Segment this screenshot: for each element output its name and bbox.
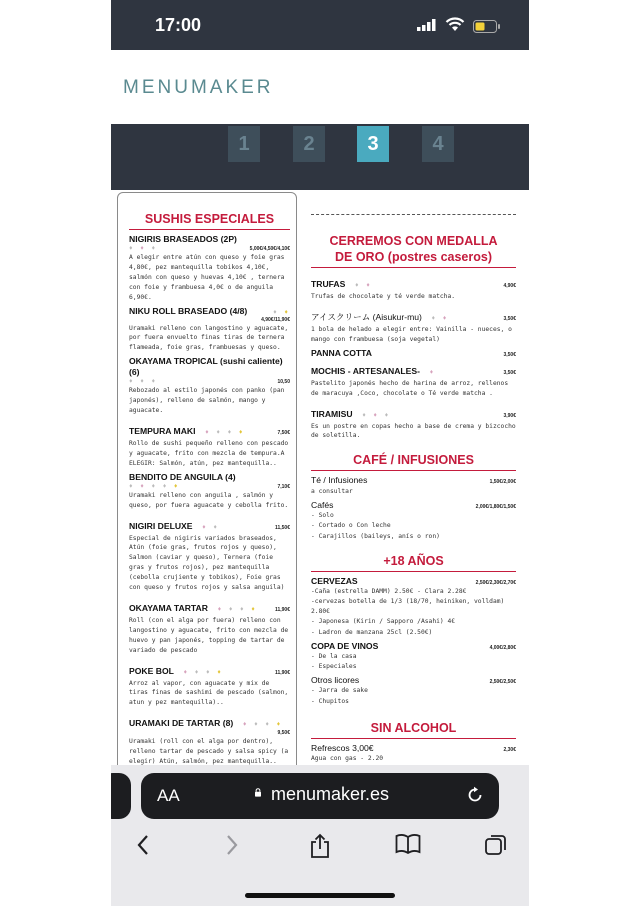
menu-item (129, 234, 290, 303)
item-price: 5,00€/4,50€/4,10€ (249, 246, 290, 252)
item-name: URAMAKI DE TARTAR (8) (129, 718, 234, 729)
item-description: -cervezas botella de 1/3 (18/70, heiniken, volldam) 2.80€ (311, 597, 505, 615)
allergen-icons: ♦ ♦ (202, 523, 220, 531)
section-title-cafe: CAFÉ / INFUSIONES (353, 453, 474, 468)
home-indicator[interactable] (245, 893, 395, 898)
item-name: BENDITO DE ANGUILA (4) (129, 471, 236, 482)
battery-icon (473, 20, 501, 33)
tabs-icon[interactable] (484, 833, 508, 857)
menu-item (311, 272, 516, 302)
item-price: 3,50€ (503, 351, 516, 358)
text-size-button[interactable]: AA (157, 786, 180, 805)
item-price: 10,50 (277, 379, 290, 386)
item-description: A elegir entre atún con queso y foie gras 4,80€, pez mantequilla tobikos 4,10€, salmón con queso y huevas 4,10€ , ternera con foie y frambuesa 4,0€ o de anguila 6,90€. (129, 254, 285, 301)
item-name: POKE BOL (129, 665, 174, 676)
item-price: 9,50€ (277, 730, 290, 737)
item-description: 1 bola de helado a elegir entre: Vainilla - nueces, o mango con frambuesa (soja vegetal) (311, 325, 512, 343)
item-description: - Jarra de sake (311, 687, 368, 695)
allergen-icons: ♦ ♦ ♦ (129, 245, 158, 252)
item-description: Uramaki relleno con langostino y aguacate, por fuera envuelto finas tiras de ternera flameada, foie gras, frambuesas y queso. (129, 324, 289, 352)
item-description: - Japonesa (Kirin / Sapporo /Asahi) 4€ (311, 617, 456, 625)
previous-tab-peek[interactable] (111, 773, 131, 819)
item-price: 4,90€ (503, 283, 516, 289)
item-description: - Carajillos (baileys, anís o ron) (311, 533, 440, 541)
item-description: - Cortado o Con leche (311, 522, 391, 530)
phone-screen (111, 0, 529, 906)
drinks-desserts-column (311, 214, 516, 778)
browser-toolbar (111, 765, 529, 906)
item-name: CERVEZAS (311, 575, 358, 586)
section-divider (129, 229, 290, 230)
item-name: TIRAMISU (311, 408, 353, 419)
item-price: 7,50€ (277, 429, 290, 436)
item-description: Uramaki (roll con el alga por dentro), relleno tartar de pescado y salsa spicy (a elegir) Atún, salmón, pez mantequilla.. (129, 738, 289, 766)
allergen-icons: ♦ ♦ ♦ ♦ ♦ (129, 482, 180, 490)
item-price: 1,50€/2,00€ (489, 479, 516, 486)
page-2-button[interactable]: 2 (293, 126, 325, 162)
allergen-icons: ♦ (429, 368, 436, 376)
item-name: OKAYAMA TARTAR (129, 602, 208, 613)
item-price: 11,90€ (274, 606, 290, 613)
item-price: 3,50€ (503, 369, 516, 376)
page-selector (111, 124, 529, 190)
section-title-18: +18 AÑOS (383, 553, 444, 568)
item-price: 2,50€/2,50€ (489, 679, 516, 686)
item-description: Pastelito japonés hecho de harina de arroz, rellenos de maracuya ,Coco, chocolate o Té verde matcha . (311, 379, 509, 397)
allergen-icons: ♦ ♦ ♦ (362, 411, 391, 419)
item-name: OKAYAMA TROPICAL (sushi caliente) (6) (129, 356, 283, 378)
page-3-button[interactable]: 3 (357, 126, 389, 162)
item-description: Rebozado al estilo japonés con panko (pan japonés), relleno de salmón, mango y aguacate. (129, 387, 285, 415)
item-price: 3,50€ (503, 315, 516, 322)
section-title-sushis: SUSHIS ESPECIALES (144, 212, 275, 226)
sushis-especiales-column (117, 192, 297, 772)
menu-item (129, 596, 290, 656)
item-price: 2,30€ (503, 747, 516, 754)
chevron-left-icon[interactable] (135, 833, 151, 857)
site-header (111, 50, 529, 124)
cellular-signal-icon (417, 19, 437, 31)
section-divider (311, 738, 516, 739)
section-title-postres-1: CERREMOS CON MEDALLA (329, 234, 498, 248)
menu-item (311, 305, 516, 345)
status-bar (111, 0, 529, 50)
allergen-icons: ♦ ♦ ♦ ♦ (242, 721, 283, 729)
status-time: 17:00 (155, 15, 202, 35)
item-name: Refrescos 3,00€ (311, 743, 374, 754)
page-4-button[interactable]: 4 (422, 126, 454, 162)
menumaker-logo[interactable]: MENUMAKER (123, 77, 274, 98)
section-divider (311, 470, 516, 471)
item-name: TEMPURA MAKI (129, 425, 196, 436)
lock-icon (253, 788, 263, 797)
menu-item (129, 711, 290, 767)
item-description: - De la casa (311, 652, 357, 660)
menu-item (129, 514, 290, 593)
item-name: TRUFAS (311, 279, 346, 289)
menu-item (129, 306, 290, 354)
item-description: Trufas de chocolate y té verde matcha. (311, 293, 456, 300)
item-name: Cafés (311, 500, 334, 511)
reload-icon[interactable] (465, 785, 485, 805)
section-title-postres-2: DE ORO (postres caseros) (335, 250, 492, 264)
menu-item (311, 359, 516, 399)
menu-item (129, 419, 290, 469)
item-description: Especial de nigiris variados braseados, Atún (foie gras, frutos rojos y queso), Salmon (caviar y queso), Ternera (foie gras y frutos rojos), pez mantequilla (cebolla crujiente y tobikos), Foie gras con queso y frutos rojos y salsa anguila) (129, 534, 285, 592)
menu-item (129, 356, 290, 416)
item-price: 2,00€/1,80€/1,50€ (475, 504, 516, 511)
item-description: - Solo (311, 512, 334, 520)
item-name: NIGIRIS BRASEADOS (2P) (129, 234, 237, 244)
allergen-icons: ♦ ♦ ♦ (129, 378, 158, 386)
item-description: Rollo de sushi pequeño relleno con pescado y aguacate, frito con mezcla de tempura.A ELEGIR: Salmón, atún, pez mantequilla.. (129, 439, 289, 467)
address-bar[interactable] (141, 773, 499, 819)
item-description: Es un postre en copas hecho a base de crema y bizcocho de soletilla. (311, 422, 516, 440)
item-price: 3,90€ (503, 412, 516, 419)
item-name: PANNA COTTA (311, 347, 372, 358)
menu-item (311, 402, 516, 442)
wifi-icon (445, 17, 465, 32)
chevron-right-icon[interactable] (224, 833, 240, 857)
section-divider (311, 571, 516, 572)
menu-item (311, 348, 516, 359)
item-name: NIKU ROLL BRASEADO (4/8) (129, 305, 248, 316)
item-name: Té / Infusiones (311, 475, 368, 486)
allergen-icons: ♦ ♦ (431, 314, 449, 322)
item-description: - Especiales (311, 663, 357, 671)
item-description: Agua con gas - 2.20 (311, 755, 384, 763)
item-description: Uramaki relleno con anguila , salmón y queso, por fuera aguacate y cebolla frito. (129, 491, 289, 509)
item-name: Otros licores (311, 675, 360, 686)
allergen-icons: ♦ ♦ (273, 308, 290, 316)
item-description: a consultar (311, 488, 353, 496)
allergen-icons: ♦ ♦ (355, 282, 372, 289)
menu-page (111, 190, 529, 765)
item-description: - Ladron de manzana 25cl (2.50€) (311, 628, 433, 636)
dotted-divider (311, 214, 516, 215)
section-title-sin-alcohol: SIN ALCOHOL (370, 721, 457, 736)
allergen-icons: ♦ ♦ ♦ ♦ (205, 428, 245, 436)
item-price: 2,50€/2,30€/2,70€ (475, 579, 516, 586)
allergen-icons: ♦ ♦ ♦ ♦ (183, 668, 223, 676)
menu-item (129, 472, 290, 511)
item-description: -Caña (estrella DAMM) 2.50€ - Clara 2.28€ (311, 587, 467, 595)
allergen-icons: ♦ ♦ ♦ ♦ (217, 605, 257, 613)
item-price: 4,00€/2,80€ (489, 644, 516, 651)
share-icon[interactable] (309, 833, 331, 859)
item-price: 11,90€ (274, 669, 290, 676)
item-name: NIGIRI DELUXE (129, 520, 193, 531)
item-price: 4,90€/11,90€ (261, 316, 290, 323)
menu-item (129, 659, 290, 709)
url-text[interactable]: menumaker.es (271, 784, 390, 804)
item-description: - Chupitos (311, 698, 349, 706)
item-price: 7,10€ (277, 483, 290, 490)
book-icon[interactable] (395, 833, 421, 855)
item-description: Arroz al vapor, con aguacate y mix de tiras finas de sashimi de pescado (salmon, atun y pez mantequilla).. (129, 679, 289, 707)
item-description: Roll (con el alga por fuera) relleno con langostino y aguacate, frito con mezcla de huevo y pan japonés, topping de tartar de variado de pescado (129, 616, 289, 654)
item-name: アイスクリーム (Aisukur-mu) (311, 311, 422, 322)
page-1-button[interactable]: 1 (228, 126, 260, 162)
section-divider (311, 267, 516, 268)
item-name: COPA DE VINOS (311, 640, 379, 651)
item-name: MOCHIS - ARTESANALES- (311, 365, 421, 376)
item-price: 11,50€ (274, 524, 290, 531)
